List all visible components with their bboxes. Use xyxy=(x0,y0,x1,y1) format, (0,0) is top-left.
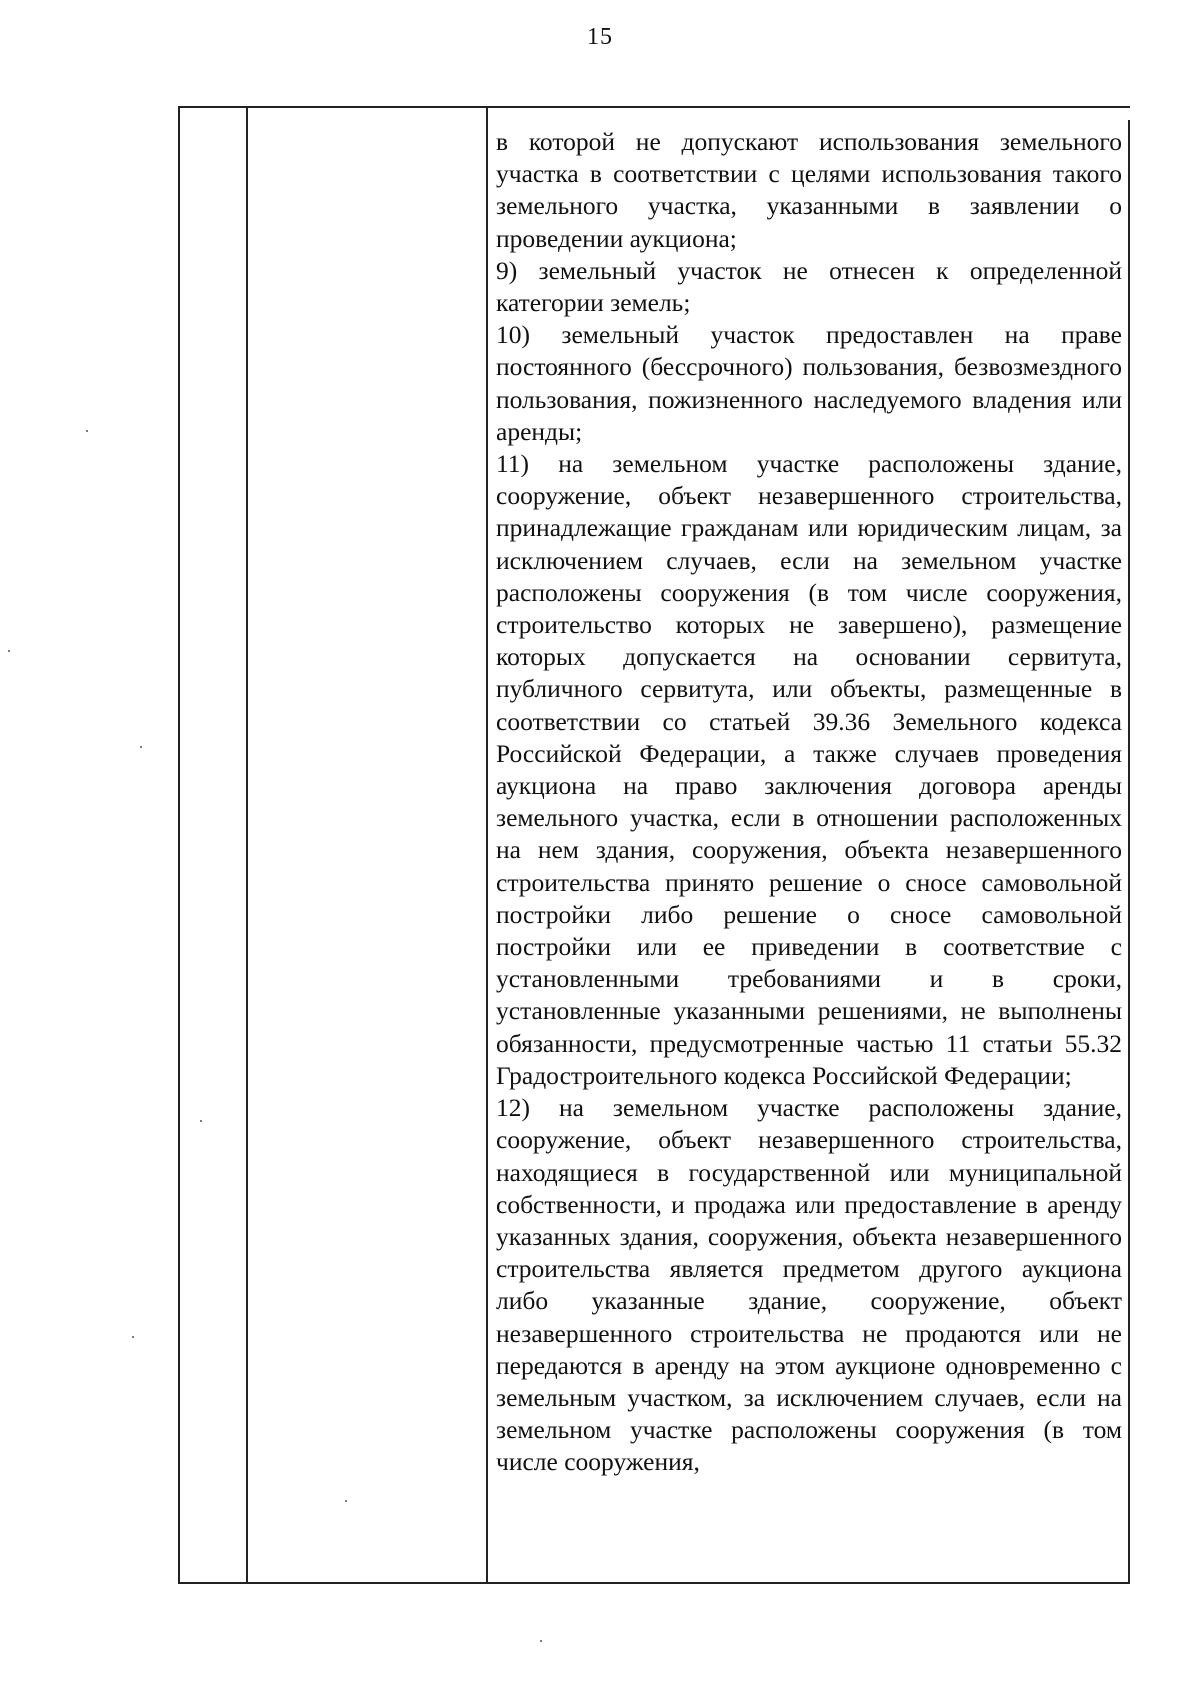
table-cell-content xyxy=(496,126,1122,1479)
scan-speck xyxy=(345,1500,347,1502)
scan-speck xyxy=(140,746,142,748)
document-table xyxy=(178,106,1130,1584)
list-item: 9) земельный участок не отнесен к определенной категории земель; xyxy=(496,255,1122,318)
list-item: 12) на земельном участке расположены здание, сооружение, объект незавершенного строительства, находящиеся в государственной или муниципальной собственности, и продажа или предоставление в аренду указанных здания, сооружения, объекта незавершенного строительства является предметом другого аукциона либо указанные здание, сооружение, объект незавершенного строительства не продаются или не передаются в аренду на этом аукционе одновременно с земельным участком, за исключением случаев, если на земельном участке расположены сооружения (в том числе сооружения, xyxy=(496,1093,1122,1477)
scan-speck xyxy=(200,1120,202,1122)
list-item: 10) земельный участок предоставлен на праве постоянного (бессрочного) пользования, безвозмездного пользования, пожизненного наследуемого владения или аренды; xyxy=(496,320,1122,446)
scan-speck xyxy=(86,430,88,432)
scan-speck xyxy=(8,650,10,652)
scan-speck xyxy=(540,1640,542,1642)
table-right-border xyxy=(1128,120,1130,1582)
table-column-divider xyxy=(246,108,248,1582)
page-number: 15 xyxy=(587,24,613,50)
table-column-divider xyxy=(486,108,488,1582)
list-item: 11) на земельном участке расположены здание, сооружение, объект незавершенного строительства, принадлежащие гражданам или юридическим лицам, за исключением случаев, если на земельном участке расположены сооружения (в том числе сооружения, строительство которых не завершено), размещение которых допускается на основании сервитута, публичного сервитута, или объекты, размещенные в соответствии со статьей 39.36 Земельного кодекса Российской Федерации, а также случаев проведения аукциона на право заключения договора аренды земельного участка, если в отношении расположенных на нем здания, сооружения, объекта незавершенного строительства принято решение о сносе самовольной постройки либо решение о сносе самовольной постройки или ее приведении в соответствие с установленными требованиями и в сроки, установленные указанными решениями, не выполнены обязанности, предусмотренные частью 11 статьи 55.32 Градостроительного кодекса Российской Федерации; xyxy=(496,449,1122,1090)
scan-speck xyxy=(132,1336,134,1338)
continuation-paragraph: в которой не допускают использования земельного участка в соответствии с целями использования такого земельного участка, указанными в заявлении о проведении аукциона; xyxy=(496,127,1122,253)
